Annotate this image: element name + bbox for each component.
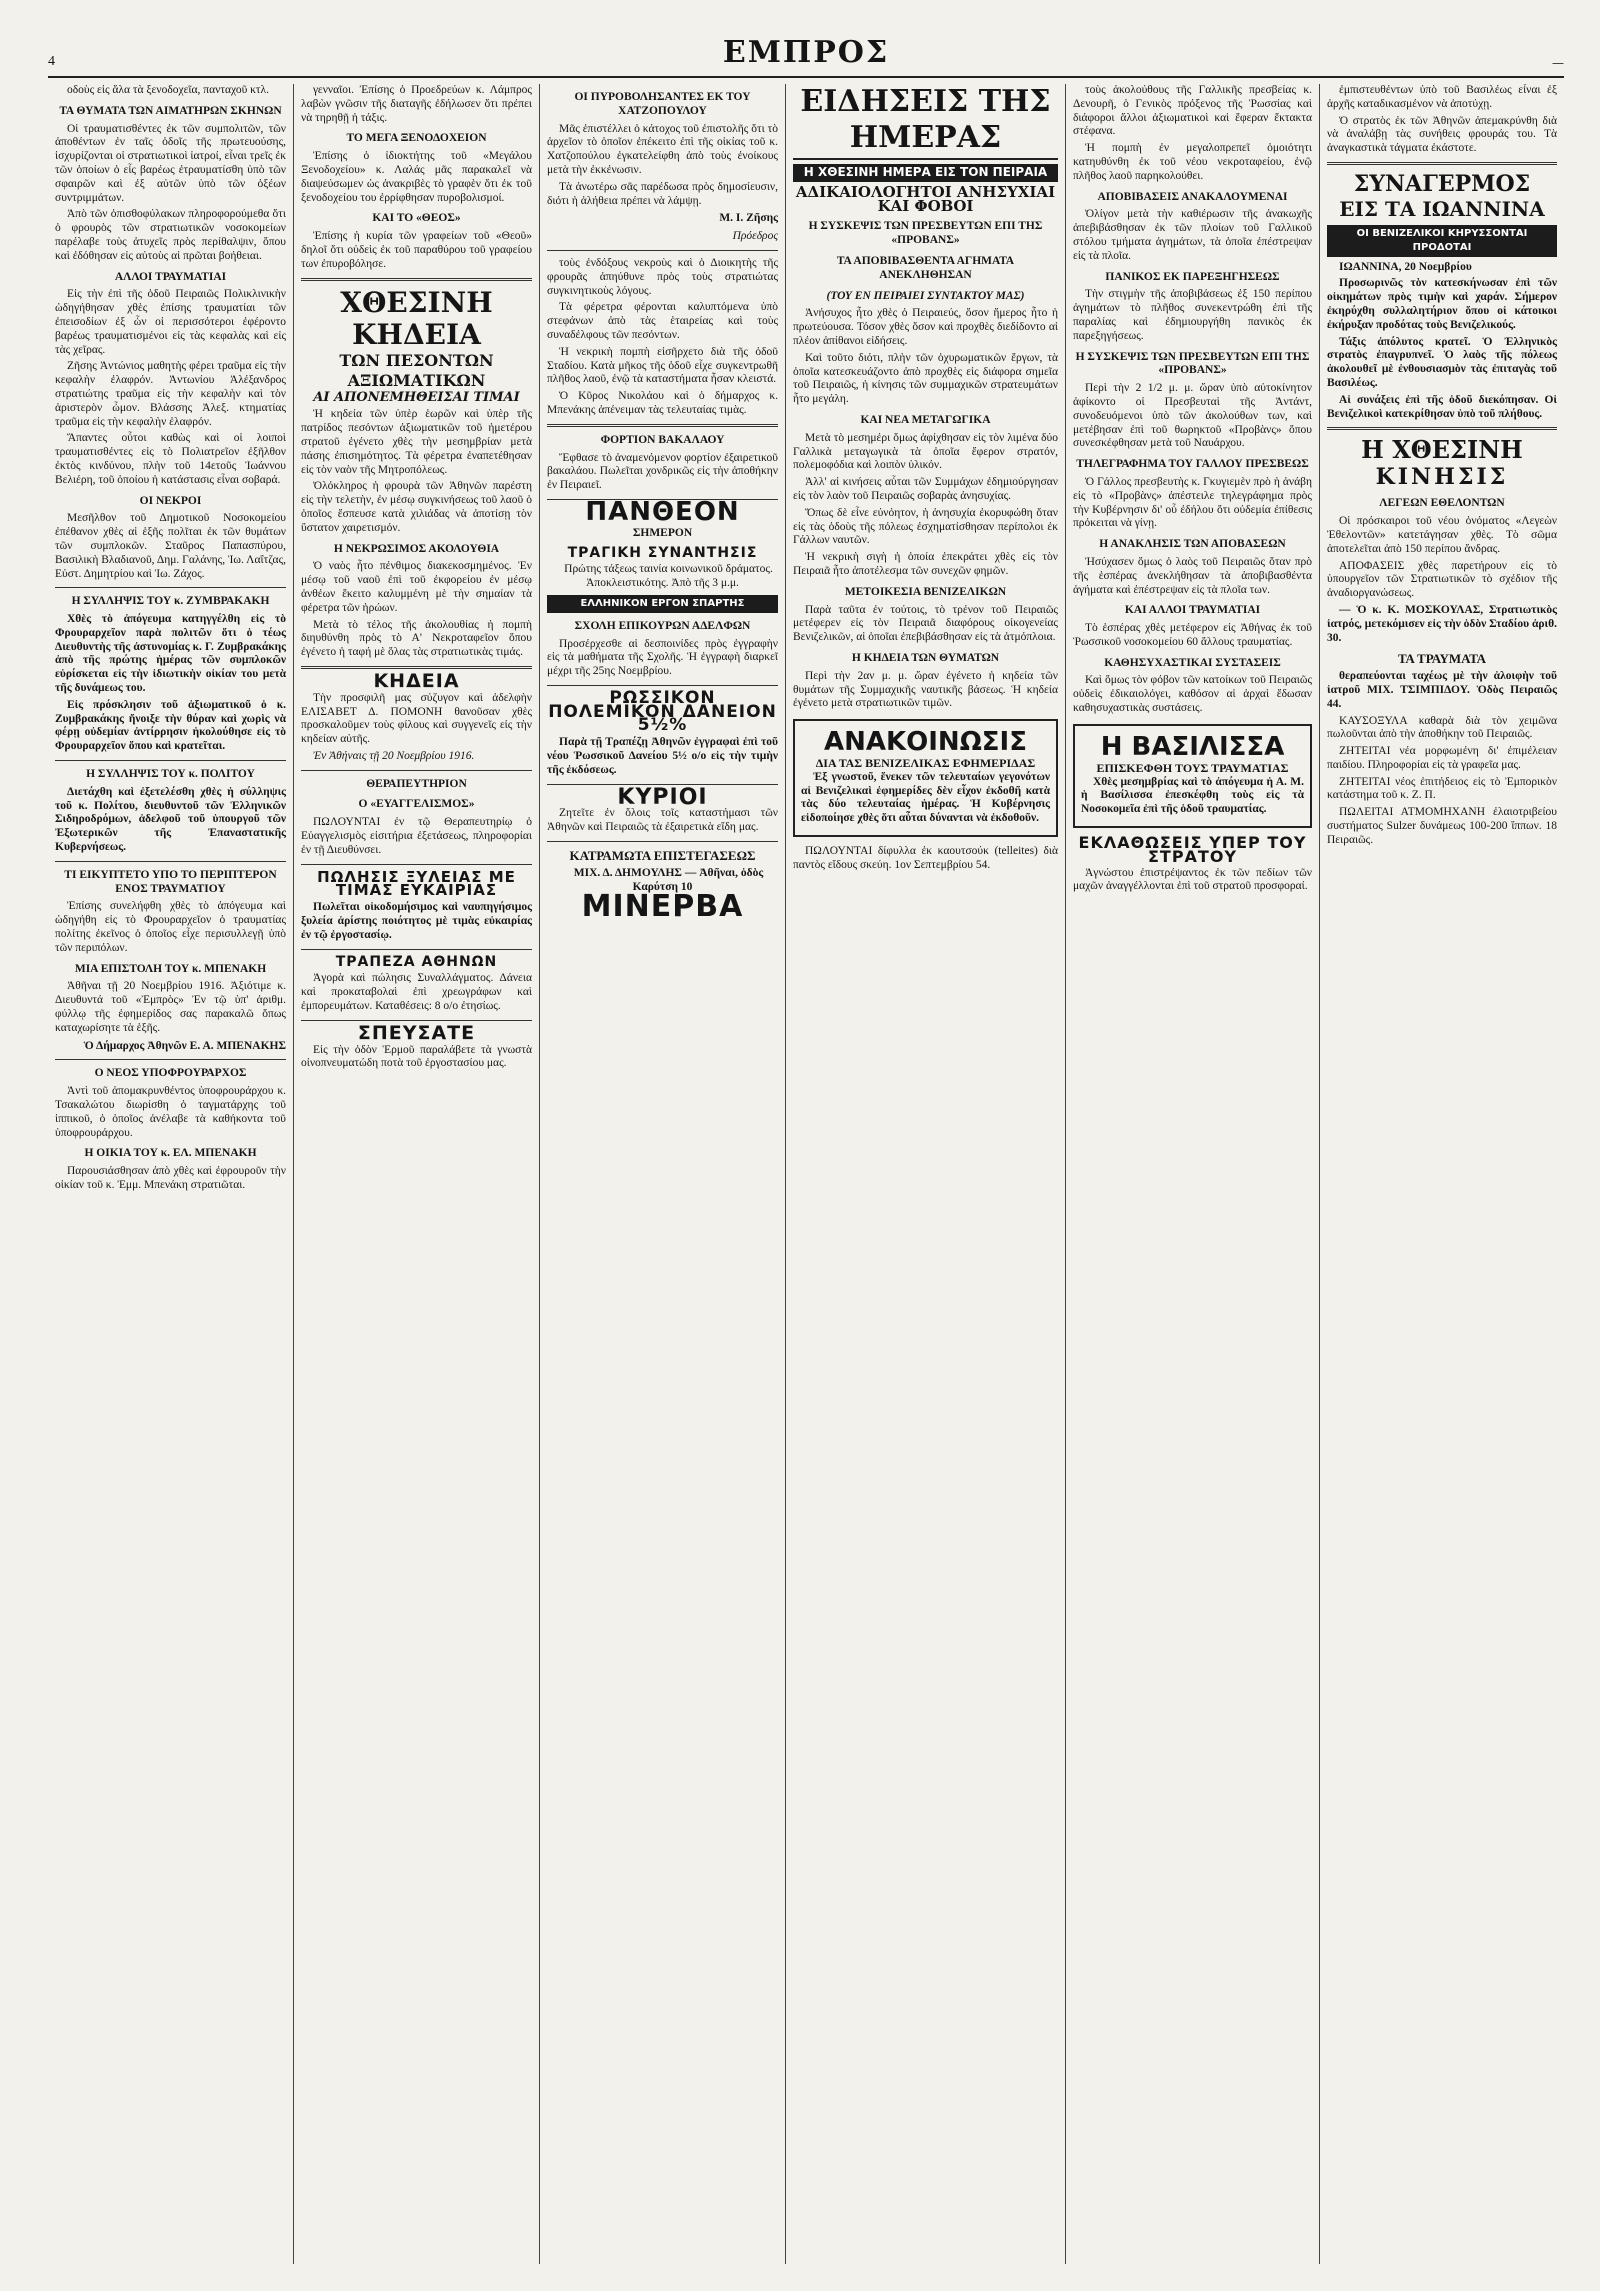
headline-other-wounded: ΑΛΛΟΙ ΤΡΑΥΜΑΤΙΑΙ: [114, 270, 227, 283]
paragraph: οδοὺς εἰς ἅλα τὰ ξενοδοχεῖα, πανταχοῦ κτλ.: [67, 84, 270, 96]
paragraph: Τάξις ἀπόλυτος κρατεῖ. Ὁ Ἐλληνικὸς στρατὸς ἐπαγρυπνεῖ. Ὁ λαὸς τῆς πόλεως ἀκολουθεῖ μὲ ἐνθουσιασμὸν τὰς ἐπιταγὰς τοῦ Βασιλέως.: [1327, 335, 1557, 389]
headline-ships: ΚΑΙ ΝΕΑ ΜΕΤΑΓΩΓΙΚΑ: [860, 413, 991, 426]
paragraph: Ὁ στρατὸς ἐκ τῶν Ἀθηνῶν ἀπεμακρύνθη διὰ νὰ ἀναλάβῃ τὰς συνήθεις φρουράς του. Τὰ ἀναγκαστικὰ τάγματα ἐκάστοτε.: [1327, 114, 1557, 155]
queen-subtitle: ΕΠΙΣΚΕΦΘΗ ΤΟΥΣ ΤΡΑΥΜΑΤΙΑΣ: [1096, 760, 1289, 775]
paragraph: ΜΙΧ. Δ. ΔΗΜΟΥΛΗΣ — Ἀθῆναι, ὁδὸς Καρύτση 10: [573, 866, 764, 893]
paragraph: ΠΩΛΕΙΤΑΙ ΑΤΜΟΜΗΧΑΝΗ ἐλαιοτριβείου συστήματος Sulzer δυνάμεως 100-200 ἵππων. 18 Πειραιῶς.: [1327, 806, 1557, 846]
paragraph: Πωλεῖται οἰκοδομήσιμος καὶ ναυπηγήσιμος ξυλεία ἀρίστης ποιότητος μὲ τιμὰς εὐκαιρίας ἐν τῷ ἐργοστασίῳ.: [301, 901, 532, 941]
column-5: [1066, 84, 1320, 2264]
paragraph: Ἀγορὰ καὶ πώλησις Συναλλάγματος. Δάνεια καὶ προκαταβολαὶ ἐπὶ χρεωγράφων καὶ ἐμπορευμάτων. Καταθέσεις: 8 ο/ο ἐτησίως.: [301, 972, 532, 1013]
headline-house: Η ΟΙΚΙΑ ΤΟΥ κ. ΕΛ. ΜΠΕΝΑΚΗ: [84, 1147, 257, 1160]
column-4: [786, 84, 1066, 2264]
headline-relocation: ΜΕΤΟΙΚΕΣΙΑ ΒΕΝΙΖΕΛΙΚΩΝ: [844, 585, 1007, 598]
paragraph: Τὴν στιγμὴν τῆς ἀποβιβάσεως ἐξ 150 περίπου ἀγημάτων τὸ πλῆθος συνεκεντρώθη ἐπὶ τῆς παραλίας καὶ ἐδημιουργήθη πανικὸς ἐκ παρεξηγήσεως.: [1073, 288, 1312, 342]
divider: [547, 424, 778, 427]
paragraph: ΚΑΥΣΟΞΥΛΑ καθαρὰ διὰ τὸν χειμῶνα πωλοῦνται ἀπὸ τὴν ἀποθήκην τοῦ Πειραιῶς.: [1327, 714, 1557, 741]
ad-sirs-title: ΚΥΡΙΟΙ: [617, 784, 708, 810]
paragraph: Ἀλλ' αἱ κινήσεις αὗται τῶν Συμμάχων ἐδημιούργησαν εἰς τὸν λαὸν τοῦ Πειραιῶς σοβαρὰς ἀνησυχίας.: [793, 476, 1058, 502]
paragraph: Ὅπως δὲ εἶνε εὐνόητον, ἡ ἀνησυχία ἐκορυφώθη ὅταν εἰς τὰς ὁδοὺς τῆς πόλεως ἐσχηματίσθησαν περίπολοι ἐκ Γάλλων ναυτῶν.: [793, 506, 1058, 547]
ad-army-title: ΕΚΛΑΘΩΣΕΙΣ ΥΠΕΡ ΤΟΥ ΣΤΡΑΤΟΥ: [1078, 833, 1307, 866]
news-sub-correspondent: (ΤΟΥ ΕΝ ΠΕΙΡΑΙΕΙ ΣΥΝΤΑΚΤΟΥ ΜΑΣ): [826, 289, 1025, 302]
news-title: ΕΙΔΗΣΕΙΣ ΤΗΣ ΗΜΕΡΑΣ: [793, 84, 1058, 160]
paragraph: Μεσῆλθον τοῦ Δημοτικοῦ Νοσοκομείου ἐπέθανον χθὲς αἱ ἑξῆς πολῖται ἐκ τῶν θυμάτων τῶν συμπλοκῶν. Σταῦρος Παπασπύρου, Βασιλικὴ Βλαδιανοῦ, Δημ. Γαλάνης, Ἰω. Λαΐτζας, Εὐστ. Δημητρίου καὶ Ἰω. Ζάχος.: [55, 512, 286, 580]
ad-cod-title: ΦΟΡΤΙΟΝ ΒΑΚΑΛΑΟΥ: [600, 433, 725, 446]
paragraph: Τὰ ἀνωτέρω σᾶς παρέδωσα πρὸς δημοσίευσιν, διότι ἡ ἀλήθεια πρέπει νὰ λάμψῃ.: [547, 180, 778, 207]
paragraph: Μᾶς ἐπιστέλλει ὁ κάτοχος τοῦ ἐπιστολῆς ὅτι τὸ ἀρχεῖον τὸ ὁποῖον ἐπέκειτο ἐπὶ τῆς οἰκίας τοῦ κ. Χατζοπούλου ἐγκατελείφθη ἀπὸ τοὺς ἐνοίκους μετὰ τὴν ἐκκένωσιν.: [547, 122, 778, 176]
news-sub-fears: ΑΔΙΚΑΙΟΛΟΓΗΤΟΙ ΑΝΗΣΥΧΙΑΙ ΚΑΙ ΦΟΒΟΙ: [795, 182, 1056, 215]
paragraph: Ἡ νεκρικὴ πομπὴ εἰσῆρχετο διὰ τῆς ὁδοῦ Σταδίου. Κατὰ μῆκος τῆς ὁδοῦ εἶχε συγκεντρωθῆ πλῆθος λαοῦ, ἐνῷ τὰ καταστήματα ἦσαν κλειστά.: [547, 345, 778, 386]
headline-panic: ΠΑΝΙΚΟΣ ΕΚ ΠΑΡΕΞΗΓΗΣΕΩΣ: [1105, 270, 1280, 283]
paragraph: ἐμπιστευθέντων ὑπὸ τοῦ Βασιλέως εἶναι ἐξ ἀρχῆς καταδικασμένον νὰ ἀποτύχῃ.: [1327, 84, 1557, 110]
paragraph: Ἀθῆναι τῇ 20 Νοεμβρίου 1916. Ἀξιότιμε κ. Διευθυντά τοῦ «Ἐμπρὸς» Ἐν τῷ ὑπ' ἀριθμ. φύλλῳ τῆς ἐφημερίδος σας παρακαλῶ ὅπως καταχωρίσητε τὰ ἑξῆς.: [55, 980, 286, 1034]
column-6: [1320, 84, 1564, 2264]
news-sub-recalled: ΤΑ ΑΠΟΒΙΒΑΣΘΕΝΤΑ ΑΓΗΜΑΤΑ ΑΝΕΚΛΗΘΗΣΑΝ: [836, 254, 1015, 281]
paragraph: Ἡ πομπὴ ἐν μεγαλοπρεπεῖ ὁμοιότητι κατηυθύνθη ἐκ τοῦ νέου νεκροταφείου, ἐνῷ πλῆθος λαοῦ παρηκολούθει.: [1073, 142, 1312, 182]
headline-legion: ΛΕΓΕΩΝ ΕΘΕΛΟΝΤΩΝ: [1379, 497, 1505, 510]
paragraph: Ὁ Κῦρος Νικολάου καὶ ὁ δήμαρχος κ. Μπενάκης ἀπένειμαν τὰς τελευταίας τιμὰς.: [547, 390, 778, 416]
masthead: [48, 26, 1564, 78]
headline-wounds: ΤΑ ΤΡΑΥΜΑΤΑ: [1397, 651, 1487, 667]
paragraph: ΖΗΤΕΙΤΑΙ νέα μορφωμένη δι' ἐπιμέλειαν παιδίου. Πληροφορίαι εἰς τὰ γραφεῖα μας.: [1327, 745, 1557, 771]
paragraph: Ὀλόκληρος ἡ φρουρὰ τῶν Ἀθηνῶν παρέστη εἰς τὴν τελετὴν, ἐν μέσῳ συγκινήσεως τοῦ λαοῦ ὁ ὁποῖος ἔσπευσε κατὰ χιλιάδας νὰ ἀποτίσῃ τὸν ὕστατον χαιρετισμόν.: [301, 480, 532, 534]
paragraph: γενναῖοι. Ἐπίσης ὁ Προεδρεύων κ. Λάμπρος λαβὼν γνῶσιν τῆς διαταγῆς ἐδήλωσεν ὅτι πρέπει νὰ τηρηθῇ ἡ τάξις.: [301, 84, 532, 124]
headline-service: Η ΝΕΚΡΩΣΙΜΟΣ ΑΚΟΛΟΥΘΙΑ: [333, 542, 500, 555]
headline-victims: ΤΑ ΘΥΜΑΤΑ ΤΩΝ ΑΙΜΑΤΗΡΩΝ ΣΚΗΝΩΝ: [59, 104, 282, 117]
paragraph: τοὺς ἀκολούθους τῆς Γαλλικῆς πρεσβείας κ. Δενουρῆ, ὁ Γενικὸς πρόξενος τῆς Ῥωσσίας καὶ διάφοροι ἄλλοι ἀξιωματικοὶ καὶ ἔφεραν ἔκτακτα στέφανα.: [1073, 84, 1312, 138]
announcement-box: [793, 719, 1058, 837]
headline-hotel: ΤΟ ΜΕΓΑ ΞΕΝΟΔΟΧΕΙΟΝ: [346, 132, 487, 145]
paragraph: Ζητεῖτε ἐν ὅλοις τοῖς καταστήμασι τῶν Ἀθηνῶν καὶ Πειραιῶς τὰ ἐξαιρετικὰ εἴδη μας.: [547, 807, 778, 834]
paragraph: Ζῆσης Ἀντώνιος μαθητὴς φέρει τραῦμα εἰς τὴν κεφαλὴν ἐλαφρόν. Ἀντωνίου Ἀλέξανδρος στρατιώτης τραῦμα εἰς τὴν κεφαλὴν καὶ τὸν ἀριστερὸν ὦμον. Βλάσσης Ἀλεξ. κτηματίας τραῦμα εἰς τὴν κεφαλὴν ἐλαφρόν.: [55, 360, 286, 428]
movement-title: Η ΧΘΕΣΙΝΗ: [1361, 435, 1523, 465]
headline-theos: ΚΑΙ ΤΟ «ΘΕΟΣ»: [372, 212, 461, 225]
funeral-subtitle: ΤΩΝ ΠΕΣΟΝΤΩΝ ΑΞΙΩΜΑΤΙΚΩΝ: [339, 350, 494, 390]
ioannina-banner: ΟΙ ΒΕΝΙΖΕΛΙΚΟΙ ΚΗΡΥΣΣΟΝΤΑΙ ΠΡΟΔΟΤΑΙ: [1327, 225, 1557, 257]
paragraph: Οἱ τραυματισθέντες ἐκ τῶν συμπολιτῶν, τῶν ἀποθέντων ἐν ταῖς ὁδοῖς τῆς πρωτευούσης, ἰσχυρίζονται οἱ στρατιωτικοὶ ἰατροί, εἶναι τρεῖς ἐκ τῶν ὁποίων ὁ εἷς βαρέως ἐτραυματίσθη ὑπὸ τῶν σφαιρῶν καὶ ἐξ αὐτῶν ὑπὸ τῶν ὀξέων συντριμμάτων.: [55, 122, 286, 204]
funeral-title: ΧΘΕΣΙΝΗ ΚΗΔΕΙΑ: [340, 285, 493, 351]
paragraph: Προσέρχεσθε αἱ δεσποινίδες πρὸς ἐγγραφὴν εἰς τὰ μαθήματα τῆς Σχολῆς. Ἡ ἐγγραφὴ διαρκεῖ μέχρι τῆς 25ης Νοεμβρίου.: [547, 637, 778, 678]
divider: [301, 770, 532, 771]
paragraph: Μετὰ τὸ τέλος τῆς ἀκολουθίας ἡ πομπὴ διηυθύνθη πρὸς τὸ Α' Νεκροταφεῖον ὅπου ἐγένετο ἡ ταφή μὲ ὅλας τὰς στρατιωτικὰς τιμάς.: [301, 618, 532, 659]
paragraph: Ἀνήσυχος ἦτο χθὲς ὁ Πειραιεύς, ὅσον ἥμερος ἦτο ἡ πρωτεύουσα. Τόσον χθὲς ὅσον καὶ προχθὲς διεδίδοντο αἱ πλέον ἀπίθανοι εἰδήσεις.: [793, 307, 1058, 347]
dateline: ΙΩΑΝΝΙΝΑ, 20 Νοεμβρίου: [1339, 260, 1472, 273]
paragraph: Προσωρινῶς τὸν κατεσκήνωσαν ἐπὶ τῶν οἰκημάτων πρὸς τιμὴν καὶ χαράν. Σήμερον ἐκηρύχθη συλλαλητήριον ὅπου οἱ κάτοικοι ἐκήρυξαν προδότας τοὺς Βενιζελικούς.: [1327, 277, 1557, 331]
paragraph: Οἱ πρόσκαιροι τοῦ νέου ὀνόματος «Λεγεὼν Ἐθελοντῶν» κατετάγησαν χθὲς. Τὸ σῶμα ἀποτελεῖται ἀπὸ 150 περίπου ἄνδρας.: [1327, 515, 1557, 555]
paragraph: ΑΠΟΦΑΣΕΙΣ χθὲς παρετήρουν εἰς τὸ ὑπουργεῖον τῶν Στρατιωτικῶν τὸ σχέδιον τῆς ἀναδιοργανώσεως.: [1327, 559, 1557, 600]
ad-minerva-title: ΜΙΝΕΡΒΑ: [581, 889, 744, 925]
paragraph: ΠΩΛΟΥΝΤΑΙ δίφυλλα ἐκ καουτσούκ (telleites) διὰ παντὸς εἴδους σκεύη. 1ον Σεπτεμβρίου 54.: [793, 845, 1058, 871]
divider: [55, 587, 286, 588]
headline-telegram: ΤΗΛΕΓΡΑΦΗΜΑ ΤΟΥ ΓΑΛΛΟΥ ΠΡΕΣΒΕΩΣ: [1076, 458, 1309, 471]
ad-school-banner: ΕΛΛΗΝΙΚΟΝ ΕΡΓΟΝ ΣΠΑΡΤΗΣ: [547, 595, 778, 613]
paragraph: Περὶ τὴν 2 1/2 μ. μ. ὥραν ὑπὸ αὐτοκίνητον ἀφίκοντο οἱ Πρεσβευταὶ τῆς Ἀντάντ, συνοδευόμενοι ὑπὸ τῶν ἀκολούθων των, καὶ μετέβησαν ἐπὶ τοῦ θωρηκτοῦ «Προβὰνς» ὅπου συνεσκέφθησαν μετὰ τοῦ Ναυάρχου.: [1073, 382, 1312, 450]
signature: Μ. Ι. Ζῆσης: [719, 212, 778, 225]
divider: [55, 1059, 286, 1060]
paragraph: Διετάχθη καὶ ἐξετελέσθη χθὲς ἡ σύλληψις τοῦ κ. Πολίτου, διευθυντοῦ τῶν Ἑλληνικῶν Σιδηροδρόμων, ἀδελφοῦ τοῦ ὑπουργοῦ τῶν Ἐξωτερικῶν τῆς Ἐπαναστατικῆς Κυβερνήσεως.: [55, 785, 286, 854]
paragraph: Παρὰ ταῦτα ἐν τούτοις, τὸ τρένον τοῦ Πειραιῶς μετέφερεν εἰς τὸν Πειραιᾶ διαφόρους οἰκογενείας Βενιζελικῶν, αἱ ὁποῖαι ἐπεβιβάσθησαν εἰς τὰ ἀτμόπλοια.: [793, 603, 1058, 644]
headline-landings: ΑΠΟΒΙΒΑΣΕΙΣ ΑΝΑΚΑΛΟΥΜΕΝΑΙ: [1097, 190, 1288, 203]
paragraph: Παρουσιάσθησαν ἀπὸ χθὲς καὶ ἐφρουροῦν τὴν οἰκίαν τοῦ κ. Ἐμμ. Μπενάκη στρατιῶται.: [55, 1165, 286, 1191]
ad-funeral-title: ΚΗΔΕΙΑ: [373, 669, 460, 692]
paragraph: Πρώτης τάξεως ταινία κοινωνικοῦ δράματος. Ἀποκλειστικότης. Ἀπὸ τῆς 3 μ.μ.: [564, 563, 773, 590]
divider: [55, 760, 286, 761]
divider: [547, 250, 778, 251]
paragraph: Παρὰ τῇ Τραπέζῃ Ἀθηνῶν ἐγγραφαὶ ἐπὶ τοῦ νέου Ῥωσσικοῦ Δανείου 5½ ο/ο εἰς τὴν τιμὴν τῆς ἐκδόσεως.: [547, 736, 778, 776]
signature-title: Πρόεδρος: [732, 230, 778, 243]
headline-letter: ΜΙΑ ΕΠΙΣΤΟΛΗ ΤΟΥ κ. ΜΠΕΝΑΚΗ: [74, 962, 267, 975]
movement-subtitle: ΚΙΝΗΣΙΣ: [1375, 464, 1509, 491]
headline-shooters: ΟΙ ΠΥΡΟΒΟΛΗΣΑΝΤΕΣ ΕΚ ΤΟΥ ΧΑΤΖΟΠΟΥΛΟΥ: [574, 91, 751, 117]
paragraph: Ἀπὸ τῶν ὀπισθοφύλακων πληροφορούμεθα ὅτι ὁ φρουρὸς τῶν στρατιωτικῶν νοσοκομείων παρέλαβε τοὺς ἀτυχεῖς πρὸς περίθαλψιν, ὅπου καὶ ἐδόθησαν εἰς αὐτοὺς αἱ πρῶται βοήθειαι.: [55, 208, 286, 262]
ad-school-title: ΣΧΟΛΗ ΕΠΙΚΟΥΡΩΝ ΑΔΕΛΦΩΝ: [574, 619, 751, 632]
ad-pantheon-film: ΤΡΑΓΙΚΗ ΣΥΝΑΝΤΗΣΙΣ: [567, 544, 758, 561]
paragraph: Ἐπίσης συνελήφθη χθὲς τὸ ἀπόγευμα καὶ ὡδηγήθη εἰς τὸ Φρουραρχεῖον ὁ τραυματίας πολίτης ἐκεῖνος ὁ ὁποῖος εἶχε περισυλλεγῇ ὑπὸ τῶν περιπόλων.: [55, 900, 286, 954]
columns: [48, 84, 1564, 2264]
news-sub-piraeus: Η ΧΘΕΣΙΝΗ ΗΜΕΡΑ ΕΙΣ ΤΟΝ ΠΕΙΡΑΙΑ: [793, 164, 1058, 182]
headline-inquiry: ΤΙ ΕΙΚΥΠΤΕΤΟ ΥΠΟ ΤΟ ΠΕΡΙΠΤΕΡΟΝ ΕΝΟΣ ΤΡΑΥΜΑΤΙΟΥ: [64, 868, 277, 895]
paragraph: Ἔφθασε τὸ ἀναμενόμενον φορτίον ἐξαιρετικοῦ βακαλάου. Πωλεῖται χονδρικῶς εἰς τὴν ἀποθήκην ἐν Πειραιεῖ.: [547, 451, 778, 492]
headline-advice: ΚΑΘΗΣΥΧΑΣΤΙΚΑΙ ΣΥΣΤΑΣΕΙΣ: [1104, 656, 1281, 669]
paragraph: Ἅπαντες οὗτοι καθὼς καὶ οἱ λοιποὶ τραυματισθέντες εἰς τὸ Πολιατρεῖον ἐξῆλθον ἐκτὸς κινδύνου, πλὴν τοῦ 14ετοῦς Ἰωάννου Βελιέρη, τοῦ ὁποίου ἡ κατάστασις εἶναι σοβαρά.: [55, 432, 286, 486]
paragraph: Ἐπίσης ὁ ἰδιοκτήτης τοῦ «Μεγάλου Ξενοδοχείου» κ. Λαλάς μᾶς παρακαλεῖ νὰ διαψεύσωμεν ὡς ἀνακριβὲς τὸ γραφὲν ὅτι ἐκ τοῦ ξενοδοχείου του ἐρρίφθησαν πυροβολισμοί.: [301, 150, 532, 204]
headline-deputy: Ο ΝΕΟΣ ΥΠΟΦΡΟΥΡΑΡΧΟΣ: [94, 1067, 247, 1080]
headline-council: Η ΣΥΣΚΕΨΙΣ ΤΩΝ ΠΡΕΣΒΕΥΤΩΝ ΕΠΙ ΤΗΣ «ΠΡΟΒΑΝΣ»: [1075, 350, 1310, 377]
paragraph: τοὺς ἐνδόξους νεκροὺς καὶ ὁ Διοικητὴς τῆς φρουρᾶς ἀπηύθυνε πρὸς τοὺς στρατιώτας συγκινητικοὺς λόγους.: [547, 256, 778, 297]
paragraph: Ἐπίσης ἡ κυρία τῶν γραφείων τοῦ «Θεοῦ» δηλοῖ ὅτι οὐδεὶς ἐκ τοῦ παραθύρου τοῦ γραφείου των ἐπυροβόλησε.: [301, 230, 532, 270]
ioannina-subtitle: ΕΙΣ ΤΑ ΙΩΑΝΝΙΝΑ: [1339, 196, 1545, 221]
headline-arrest: Η ΣΥΛΛΗΨΙΣ ΤΟΥ κ. ΖΥΜΒΡΑΚΑΚΗ: [71, 595, 270, 608]
paragraph: Ἀντὶ τοῦ ἀπομακρυνθέντος ὑποφρουράρχου κ. Τσακαλώτου διωρίσθη ὁ ταγματάρχης τοῦ ἱππικοῦ, ὁ ὁποῖος ἀνέλαβε τὰ καθήκοντα τοῦ ὑποφρουράρχου.: [55, 1085, 286, 1139]
paragraph: Εἰς τὴν ὁδὸν Ἑρμοῦ παραλάβετε τὰ γνωστὰ οἰνοπνευματώδη ποτὰ τοῦ ἐργοστασίου μας.: [301, 1043, 532, 1070]
divider: [301, 278, 532, 281]
ad-clinic-title: ΘΕΡΑΠΕΥΤΗΡΙΟΝ: [366, 777, 467, 790]
paragraph: Ὀλίγον μετὰ τὴν καθιέρωσιν τῆς ἀνακωχῆς ἀπεβιβάσθησαν ἐκ τῶν πλοίων τοῦ Γαλλικοῦ στόλου τμήματα ἀγημάτων, τὰ ὁποῖα ἐπέστρεψαν εἰς τὰ πλοῖα.: [1073, 208, 1312, 262]
paragraph: ΠΩΛΟΥΝΤΑΙ ἐν τῷ Θεραπευτηρίῳ ὁ Εὐαγγελισμὸς εἰσιτήρια ἐξετάσεως, πληροφορίαι ἐν τῇ Διευθύνσει.: [301, 816, 532, 856]
divider: [1327, 162, 1557, 165]
paragraph: Ἀγνώστου ἐπιστρέψαντος ἐκ τῶν πεδίων τῶν μαχῶν ἀναγγέλλονται ἐπὶ τοῦ στρατοῦ προσφοραί.: [1073, 866, 1312, 893]
paragraph: Ἡ νεκρικὴ σιγὴ ἡ ὁποία ἐπεκράτει χθὲς εἰς τὸν Πειραιᾶ ἦτο ἀποτέλεσμα τῶν συνεχῶν φημῶν.: [793, 551, 1058, 577]
paragraph: Ὁ ναὸς ἦτο πένθιμος διακεκοσμημένος. Ἐν μέσῳ τοῦ ναοῦ ἐπὶ τοῦ ἐκφορείου ἐν μέσῳ ἀνθέων ἔκειτο καλυμμένη μὲ τὴν σημαίαν τὰ φέρετρα τῶν ἡρώων.: [301, 560, 532, 614]
ad-timber-title: ΠΩΛΗΣΙΣ ΞΥΛΕΙΑΣ ΜΕ ΤΙΜΑΣ ΕΥΚΑΙΡΙΑΣ: [317, 867, 516, 900]
column-2: [294, 84, 540, 2264]
headline-victims-funeral: Η ΚΗΔΕΙΑ ΤΩΝ ΘΥΜΑΤΩΝ: [851, 651, 1000, 664]
paragraph: θεραπεύονται ταχέως μὲ τὴν ἀλοιφὴν τοῦ ἰατροῦ ΜΙΧ. ΤΣΙΜΠΙΔΟΥ. Ὁδὸς Πειραιῶς 44.: [1327, 670, 1557, 710]
column-1: [48, 84, 294, 2264]
signature: Ὁ Δήμαρχος Ἀθηνῶν Ε. Α. ΜΠΕΝΑΚΗΣ: [83, 1039, 286, 1052]
divider: [55, 861, 286, 862]
ad-pantheon-title: ΠΑΝΘΕΟΝ: [585, 496, 740, 527]
paragraph: Ἠσύχασεν ὅμως ὁ λαὸς τοῦ Πειραιῶς ὅταν πρὸ τῆς ἑσπέρας ἀνεκλήθησαν τὰ ἀποβιβασθέντα ἀγήματα καὶ ἐπέστρεψαν εἰς τὰ πλοῖα των.: [1073, 555, 1312, 596]
page-number: 4: [48, 54, 55, 69]
paragraph: Μετὰ τὸ μεσημέρι ὅμως ἀφίχθησαν εἰς τὸν λιμένα δύο Γαλλικὰ μεταγωγικὰ τὰ ὁποῖα ἔφερον στρατόν, πολεμοφόδια καὶ λοιπὸν ὑλικόν.: [793, 431, 1058, 472]
masthead-dash-icon: —: [1552, 56, 1564, 70]
headline-more-wounded: ΚΑΙ ΑΛΛΟΙ ΤΡΑΥΜΑΤΙΑΙ: [1124, 604, 1261, 617]
divider: [1327, 427, 1557, 430]
paragraph: Ἐν Ἀθήναις τῇ 20 Νοεμβρίου 1916.: [313, 749, 475, 762]
announcement-subtitle: ΔΙΑ ΤΑΣ ΒΕΝΙΖΕΛΙΚΑΣ ΕΦΗΜΕΡΙΔΑΣ: [815, 756, 1036, 771]
paragraph: Τὴν προσφιλῆ μας σύζυγον καὶ ἀδελφὴν ΕΛΙΣΑΒΕΤ Δ. ΠΟΜΟΝΗ θανοῦσαν χθὲς προσκαλοῦμεν τοὺς φίλους καὶ συγγενεῖς εἰς τὴν κηδείαν αὐτῆς.: [301, 691, 532, 746]
divider: [301, 864, 532, 865]
news-sub-council: Η ΣΥΣΚΕΨΙΣ ΤΩΝ ΠΡΕΣΒΕΥΤΩΝ ΕΠΙ ΤΗΣ «ΠΡΟΒΑΝΣ»: [808, 220, 1043, 247]
ad-clinic-name: Ο «ΕΥΑΓΓΕΛΙΣΜΟΣ»: [358, 798, 475, 811]
paragraph: Αἱ συνάξεις ἐπὶ τῆς ὁδοῦ διεκόπησαν. Οἱ Βενιζελικοὶ κατεκρίθησαν ὑπὸ τοῦ πλήθους.: [1327, 393, 1557, 420]
queen-box: [1073, 724, 1312, 828]
divider: [301, 1020, 532, 1021]
paragraph: Καὶ τοῦτο διότι, πλὴν τῶν ὀχυρωματικῶν ἔργων, τὰ ὁποῖα κατεσκευάζοντο ἀπὸ προχθὲς εἰς διάφορα σημεῖα τοῦ Πειραιῶς, ἡ κίνησις τῶν συμμαχικῶν στρατευμάτων ἦτο μεγάλη.: [793, 351, 1058, 406]
headline-recall: Η ΑΝΑΚΛΗΣΙΣ ΤΩΝ ΑΠΟΒΑΣΕΩΝ: [1099, 538, 1286, 551]
paragraph: Χθὲς τὸ ἀπόγευμα κατηγγέλθη εἰς τὸ Φρουραρχεῖον παρὰ πολιτῶν ὅτι ὁ τέως Διευθυντὴς τῆς ἀστυνομίας κ. Γ. Ζυμβρακάκης ἀπὸ τῆς πρώτης ἡμέρας τῶν συμπλοκῶν εὑρίσκεται εἰς τὴν ἰδιωτικὴν οἰκίαν του μετὰ τῆς δυνάμεως του.: [55, 613, 286, 695]
headline-politou: Η ΣΥΛΛΗΨΙΣ ΤΟΥ κ. ΠΟΛΙΤΟΥ: [86, 768, 255, 781]
ad-pantheon-today: ΣΗΜΕΡΟΝ: [632, 526, 693, 539]
paragraph: Τὸ ἑσπέρας χθὲς μετέφερον εἰς Ἀθήνας ἐκ τοῦ Ῥωσσικοῦ νοσοκομείου 60 ἄλλους τραυματίας.: [1073, 622, 1312, 648]
announcement-title: ΑΝΑΚΟΙΝΩΣΙΣ: [824, 727, 1027, 758]
paragraph: Περὶ τὴν 2αν μ. μ. ὥραν ἐγένετο ἡ κηδεία τῶν θυμάτων τῆς Συμμαχικῆς ναυτικῆς βάσεως. Ἡ κηδεία ἐγένετο μετὰ στρατιωτικῶν τιμῶν.: [793, 669, 1058, 710]
headline-dead: ΟΙ ΝΕΚΡΟΙ: [139, 494, 202, 507]
ad-loan-title: ΡΩΣΣΙΚΟΝ ΠΟΛΕΜΙΚΟΝ ΔΑΝΕΙΟΝ 5½%: [548, 687, 777, 736]
divider: [547, 841, 778, 842]
divider: [301, 666, 532, 669]
ioannina-title: ΣΥΝΑΓΕΡΜΟΣ: [1353, 170, 1531, 197]
paragraph: ΖΗΤΕΙΤΑΙ νέος ἐπιτήδειος εἰς τὸ Ἐμπορικὸν κατάστημα τοῦ κ. Ζ. Π.: [1327, 775, 1557, 802]
queen-title: Η ΒΑΣΙΛΙΣΣΑ: [1100, 731, 1285, 762]
divider: [547, 685, 778, 686]
funeral-honors: ΑΙ ΑΠΟΝΕΜΗΘΕΙΣΑΙ ΤΙΜΑΙ: [313, 389, 520, 405]
paragraph: Τὰ φέρετρα φέρονται καλυπτόμενα ὑπὸ στεφάνων ἀπὸ τὰς ἑταιρείας καὶ τοὺς συναδέλφους τῶν πεσόντων.: [547, 301, 778, 341]
newspaper-title: ΕΜΠΡΟΣ: [722, 35, 890, 70]
ad-roofing-title: ΚΑΤΡΑΜΩΤΑ ΕΠΙΣΤΕΓΑΣΕΩΣ: [569, 848, 756, 864]
paragraph: Καὶ ὅμως τὸν φόβον τῶν κατοίκων τοῦ Πειραιῶς οὐδεὶς ἐδικαιολόγει, καθόσον αἱ ἀρχαὶ ἔδωσαν καθησυχαστικὰς συστάσεις.: [1073, 674, 1312, 715]
paragraph: — Ὁ κ. Κ. ΜΟΣΚΟΥΛΑΣ, Στρατιωτικὸς ἰατρός, μετεκόμισεν εἰς τὴν ὁδὸν Σταδίου ἀριθ. 30.: [1327, 603, 1557, 644]
paragraph: Ἡ κηδεία τῶν ὑπὲρ ἑωρῶν καὶ ὑπὲρ τῆς πατρίδος πεσόντων ἀξιωματικῶν τοῦ ἡμετέρου στρατοῦ ἐγένετο χθὲς τὴν μεσημβρίαν μετὰ πάσης ἐπισημότητος. Τὰ φέρετρα ἐναπετέθησαν εἰς τὸν ναὸν τῆς Μητροπόλεως.: [301, 408, 532, 476]
ad-hurry-title: ΣΠΕΥΣΑΤΕ: [357, 1021, 476, 1044]
paragraph: Εἰς πρόσκλησιν τοῦ ἀξιωματικοῦ ὁ κ. Ζυμβρακάκης ἤνοιξε τὴν θύραν καὶ χωρὶς νὰ φέρῃ οὐδεμίαν ἀντίρρησιν ἠκολούθησε εἰς τὸ Φρουραρχεῖον ὅπου καὶ κρατεῖται.: [55, 698, 286, 753]
divider: [301, 949, 532, 950]
paragraph: Χθὲς μεσημβρίας καὶ τὸ ἀπόγευμα ἡ Α. Μ. ἡ Βασίλισσα ἐπεσκέφθη τοὺς εἰς τὰ Νοσοκομεῖα ἐπὶ τῆς ὁδοῦ τραυματίας.: [1081, 775, 1304, 816]
ad-bank-title: ΤΡΑΠΕΖΑ ΑΘΗΝΩΝ: [335, 953, 498, 970]
column-3: [540, 84, 786, 2264]
paragraph: Ἐξ γνωστοῦ, ἕνεκεν τῶν τελευταίων γεγονότων αἱ Βενιζελικαὶ ἐφημερίδες δὲν εἶχον ἐκδοθῆ κατὰ τὰς δύο τελευταίας ἡμέρας. Ἡ Κυβέρνησις εἰδοποίησε χθὲς ὅτι αὗται δύνανται νὰ ἐκδοθοῦν.: [801, 770, 1050, 825]
paragraph: Εἰς τὴν ἐπὶ τῆς ὁδοῦ Πειραιῶς Πολικλινικὴν ὡδηγήθησαν χθὲς ἐπίσης τραυματίαι τῶν ἐπεισοδίων ἐξ ὧν οἱ περισσότεροι ἐφέροντο βαρέως τραυματισμένοι εἰς τὰς κεφαλὰς καὶ εἰς τὰς χεῖρας.: [55, 288, 286, 356]
paragraph: Ὁ Γάλλος πρεσβευτὴς κ. Γκυγιεμὲν πρὸ ἡ ἀνάβη εἰς τὸ «Προβὰνς» ἀπέστειλε τηλεγράφημα πρὸς τὴν Κυβέρνησιν δι' οὗ ἐδήλου ὅτι οὐδεμία ἐπίθεσις πρόκειται νὰ γίνῃ.: [1073, 475, 1312, 530]
